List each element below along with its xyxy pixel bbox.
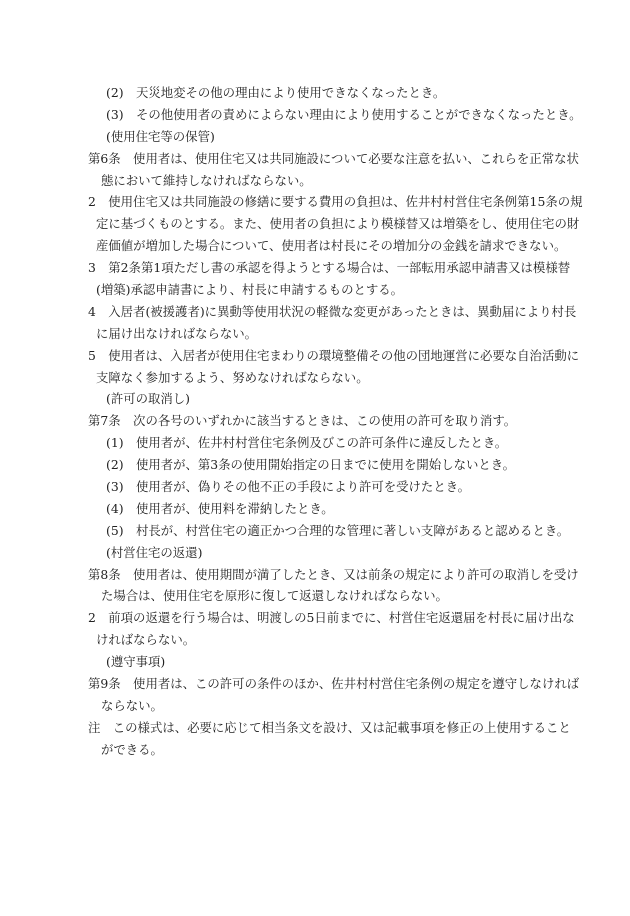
article-continuation: ならない。 xyxy=(101,697,163,713)
clause-item: (3) その他使用者の責めによらない理由により使用することができなくなったとき。 xyxy=(106,106,582,122)
article-text: 第8条 使用者は、使用期間が満了したとき、又は前条の規定により許可の取消しを受け xyxy=(88,566,579,582)
clause-item: (3) 使用者が、偽りその他不正の手段により許可を受けたとき。 xyxy=(106,479,470,495)
paragraph-text: 4 入居者(被援護者)に異動等使用状況の軽微な変更があったときは、異動届により村長 xyxy=(88,303,577,319)
clause-item: (2) 天災地変その他の理由により使用できなくなったとき。 xyxy=(106,85,446,100)
paragraph-text: 2 使用住宅又は共同施設の修繕に要する費用の負担は、佐井村村営住宅条例第15条の規 xyxy=(88,194,583,210)
paragraph-continuation: 産価値が増加した場合について、使用者は村長にその増加分の金銭を請求できない。 xyxy=(96,238,567,254)
clause-item: (1) 使用者が、佐井村村営住宅条例及びこの許可条件に違反したとき。 xyxy=(106,435,508,451)
article-heading: (使用住宅等の保管) xyxy=(106,128,215,144)
paragraph-text: 5 使用者は、入居者が使用住宅まわりの環境整備その他の団地運営に必要な自治活動に xyxy=(88,347,580,363)
paragraph-continuation: 支障なく参加するよう、努めなければならない。 xyxy=(96,369,369,385)
clause-item: (5) 村長が、村営住宅の適正かつ合理的な管理に著しい支障があると認めるとき。 xyxy=(106,522,570,538)
article-continuation: 態において維持しなければならない。 xyxy=(101,172,312,188)
paragraph-text: 3 第2条第1項ただし書の承認を得ようとする場合は、一部転用承認申請書又は模様替 xyxy=(88,260,571,276)
note-continuation: ができる。 xyxy=(101,741,163,757)
article-text: 第9条 使用者は、この許可の条件のほか、佐井村村営住宅条例の規定を遵守しなければ xyxy=(88,676,580,692)
paragraph-continuation: ければならない。 xyxy=(96,632,196,648)
paragraph-continuation: 定に基づくものとする。また、使用者の負担により模様替又は増築をし、使用住宅の財 xyxy=(96,216,580,232)
paragraph-text: 2 前項の返還を行う場合は、明渡しの5日前までに、村営住宅返還届を村長に届け出な xyxy=(88,610,575,626)
paragraph-continuation: (増築)承認申請書により、村長に申請するものとする。 xyxy=(96,282,404,298)
paragraph-continuation: に届け出なければならない。 xyxy=(96,325,258,341)
document-body xyxy=(0,82,630,761)
article-text: 第7条 次の各号のいずれかに該当するときは、この使用の許可を取り消す。 xyxy=(88,413,517,429)
note-text: 注 この様式は、必要に応じて相当条文を設け、又は記載事項を修正の上使用すること xyxy=(88,719,571,735)
article-continuation: た場合は、使用住宅を原形に復して返還しなければならない。 xyxy=(101,588,448,604)
clause-item: (2) 使用者が、第3条の使用開始指定の日までに使用を開始しないとき。 xyxy=(106,457,516,473)
article-heading: (遵守事項) xyxy=(106,654,166,670)
article-text: 第6条 使用者は、使用住宅又は共同施設について必要な注意を払い、これらを正常な状 xyxy=(88,150,579,166)
article-heading: (許可の取消し) xyxy=(106,391,191,407)
clause-item: (4) 使用者が、使用料を滞納したとき。 xyxy=(106,500,334,516)
article-heading: (村営住宅の返還) xyxy=(106,544,203,560)
